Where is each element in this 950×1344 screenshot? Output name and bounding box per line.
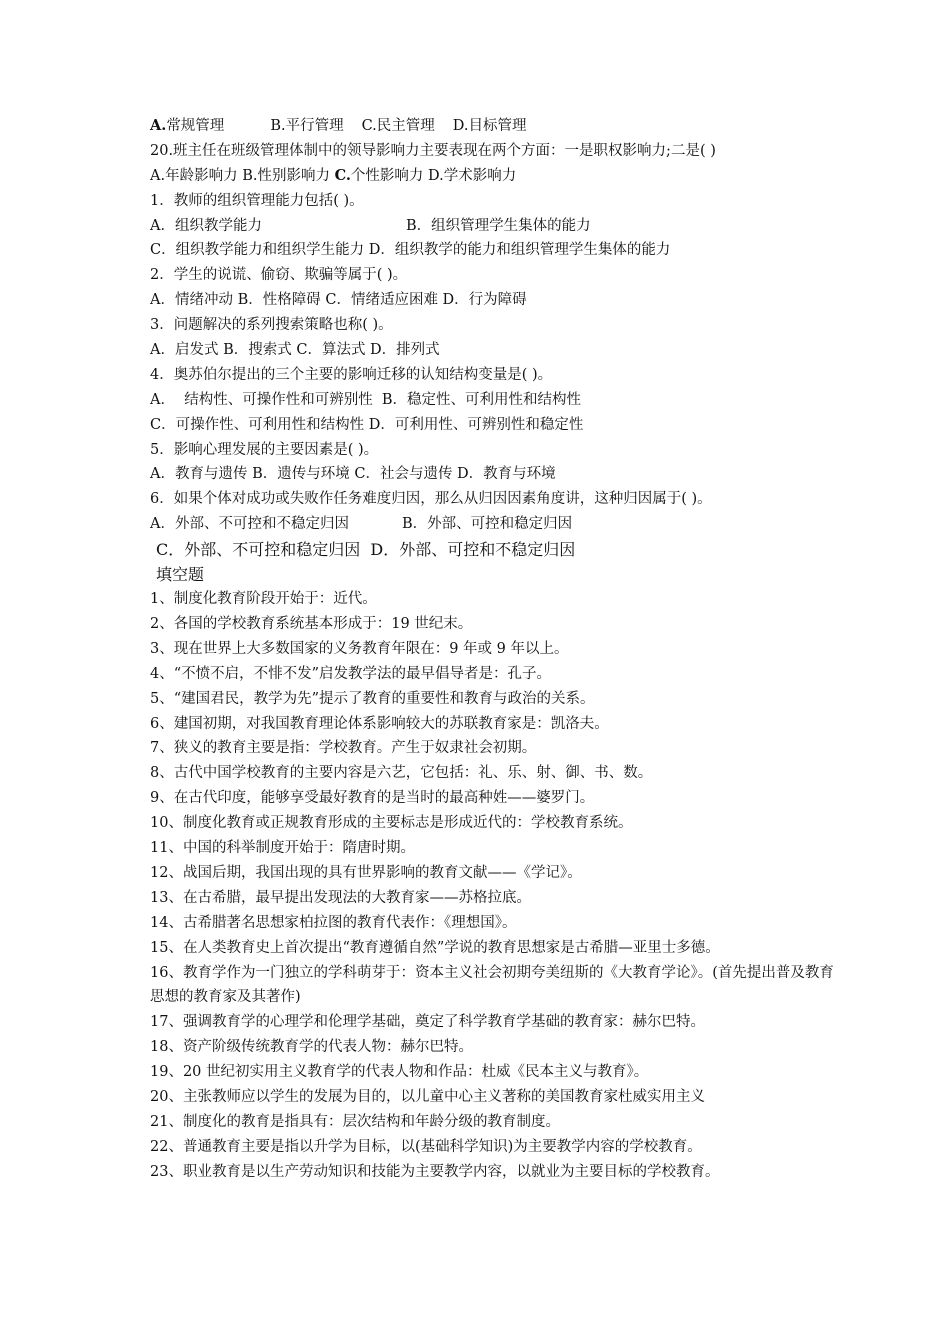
fill-blank-item: 23、职业教育是以生产劳动知识和技能为主要教学内容，以就业为主要目标的学校教育。 xyxy=(150,1163,720,1180)
fill-blank-item: 8、古代中国学校教育的主要内容是六艺，它包括：礼、乐、射、御、书、数。 xyxy=(150,765,653,782)
q1-option-a: A．组织教学能力 xyxy=(150,217,262,234)
q2-options: A．情绪冲动 B．性格障碍 C．情绪适应困难 D．行为障碍 xyxy=(150,292,527,309)
q4-options-row2: C．可操作性、可利用性和结构性 D．可利用性、可辨别性和稳定性 xyxy=(150,416,584,433)
q20-option-d: D.学术影响力 xyxy=(428,167,517,184)
fill-blank-item: 16、教育学作为一门独立的学科萌芽于：资本主义社会初期夸美纽斯的《大教育学论》。(首先提出普及教育思想的教育家及其著作) xyxy=(150,964,834,1006)
fill-blank-item: 21、制度化的教育是指具有：层次结构和年龄分级的教育制度。 xyxy=(150,1113,560,1130)
q20-option-a: A.年龄影响力 xyxy=(150,167,238,184)
q1-option-b: B．组织管理学生集体的能力 xyxy=(406,217,591,234)
fill-blank-item: 4、“不愤不启，不悱不发”启发教学法的最早倡导者是：孔子。 xyxy=(150,665,552,682)
fill-blank-item: 10、制度化教育或正规教育形成的主要标志是形成近代的：学校教育系统。 xyxy=(150,815,633,832)
q6-option-b: B．外部、可控和稳定归因 xyxy=(402,516,573,533)
fill-blank-item: 11、中国的科举制度开始于：隋唐时期。 xyxy=(150,840,415,857)
q19-option-a-letter: A. xyxy=(150,117,167,134)
q3-options: A．启发式 B．搜索式 C．算法式 D．排列式 xyxy=(150,342,440,359)
q19-option-b: B.平行管理 xyxy=(270,118,344,134)
fill-blank-item: 2、各国的学校教育系统基本形成于：19 世纪末。 xyxy=(150,616,473,633)
q1-option-d: D．组织教学的能力和组织管理学生集体的能力 xyxy=(368,242,671,259)
q20-option-c-letter: C. xyxy=(334,166,351,184)
q20-option-b: B.性别影响力 xyxy=(242,167,330,184)
q19-option-d: D.目标管理 xyxy=(452,118,527,134)
fill-blank-item: 17、强调教育学的心理学和伦理学基础，奠定了科学教育学基础的教育家：赫尔巴特。 xyxy=(150,1014,705,1031)
fill-blank-item: 5、“建国君民，教学为先”提示了教育的重要性和教育与政治的关系。 xyxy=(150,690,595,707)
fill-blank-item: 20、主张教师应以学生的发展为目的，以儿童中心主义著称的美国教育家杜威实用主义 xyxy=(150,1088,705,1105)
fill-blank-item: 22、普通教育主要是指以升学为目标，以(基础科学知识)为主要教学内容的学校教育。 xyxy=(150,1138,702,1155)
q1-options-row1 xyxy=(150,214,840,239)
fill-blank-item: 3、现在世界上大多数国家的义务教育年限在：9 年或 9 年以上。 xyxy=(150,640,569,657)
fill-blank-item: 18、资产阶级传统教育学的代表人物：赫尔巴特。 xyxy=(150,1039,473,1056)
fill-blank-item: 15、在人类教育史上首次提出“教育遵循自然”学说的教育思想家是古希腊—亚里士多德。 xyxy=(150,939,720,956)
q19-option-a: 常规管理 xyxy=(166,118,225,134)
q19-option-c: C.民主管理 xyxy=(361,118,435,134)
q3-question: 3．问题解决的系列搜索策略也称( )。 xyxy=(150,317,393,334)
fill-blank-item: 7、狭义的教育主要是指：学校教育。产生于奴隶社会初期。 xyxy=(150,740,537,757)
fill-blank-item: 14、古希腊著名思想家柏拉图的教育代表作：《理想国》。 xyxy=(150,914,517,931)
q1-question: 1．教师的组织管理能力包括( )。 xyxy=(150,192,364,209)
q5-options: A．教育与遗传 B．遗传与环境 C．社会与遗传 D．教育与环境 xyxy=(150,466,556,483)
q19-options xyxy=(150,114,840,139)
document-page xyxy=(150,114,840,1185)
section-title: 填空题 xyxy=(156,565,205,585)
q4-options-row1: A． 结构性、可操作性和可辨别性 B．稳定性、可利用性和结构性 xyxy=(150,391,582,408)
fill-blank-item: 1、制度化教育阶段开始于：近代。 xyxy=(150,591,377,608)
q20-options xyxy=(150,164,840,189)
fill-blank-item: 13、在古希腊，最早提出发现法的大教育家——苏格拉底。 xyxy=(150,889,531,906)
q20-question: 20.班主任在班级管理体制中的领导影响力主要表现在两个方面：一是职权影响力;二是( ) xyxy=(150,142,716,159)
fill-blank-item: 6、建国初期，对我国教育理论体系影响较大的苏联教育家是：凯洛夫。 xyxy=(150,715,609,732)
q2-question: 2．学生的说谎、偷窃、欺骗等属于( )。 xyxy=(150,267,408,284)
q6-options-row2: C．外部、不可控和稳定归因 D．外部、可控和不稳定归因 xyxy=(156,540,576,560)
q1-options-row2 xyxy=(150,238,840,263)
fill-blank-item: 12、战国后期，我国出现的具有世界影响的教育文献——《学记》。 xyxy=(150,864,582,881)
q6-option-a: A．外部、不可控和不稳定归因 xyxy=(150,516,349,533)
q6-question: 6．如果个体对成功或失败作任务难度归因，那么从归因因素角度讲，这种归因属于( )。 xyxy=(150,491,712,508)
fill-blank-item: 19、20 世纪初实用主义教育学的代表人物和作品：杜威《民本主义与教育》。 xyxy=(150,1064,649,1081)
q20-option-c: 个性影响力 xyxy=(350,167,424,184)
q5-question: 5．影响心理发展的主要因素是( )。 xyxy=(150,441,379,458)
q6-options-row1 xyxy=(150,512,840,537)
q4-question: 4．奥苏伯尔提出的三个主要的影响迁移的认知结构变量是( )。 xyxy=(150,366,553,383)
fill-blank-item: 9、在古代印度，能够享受最好教育的是当时的最高种姓——婆罗门。 xyxy=(150,790,595,807)
q1-option-c: C．组织教学能力和组织学生能力 xyxy=(150,242,365,259)
